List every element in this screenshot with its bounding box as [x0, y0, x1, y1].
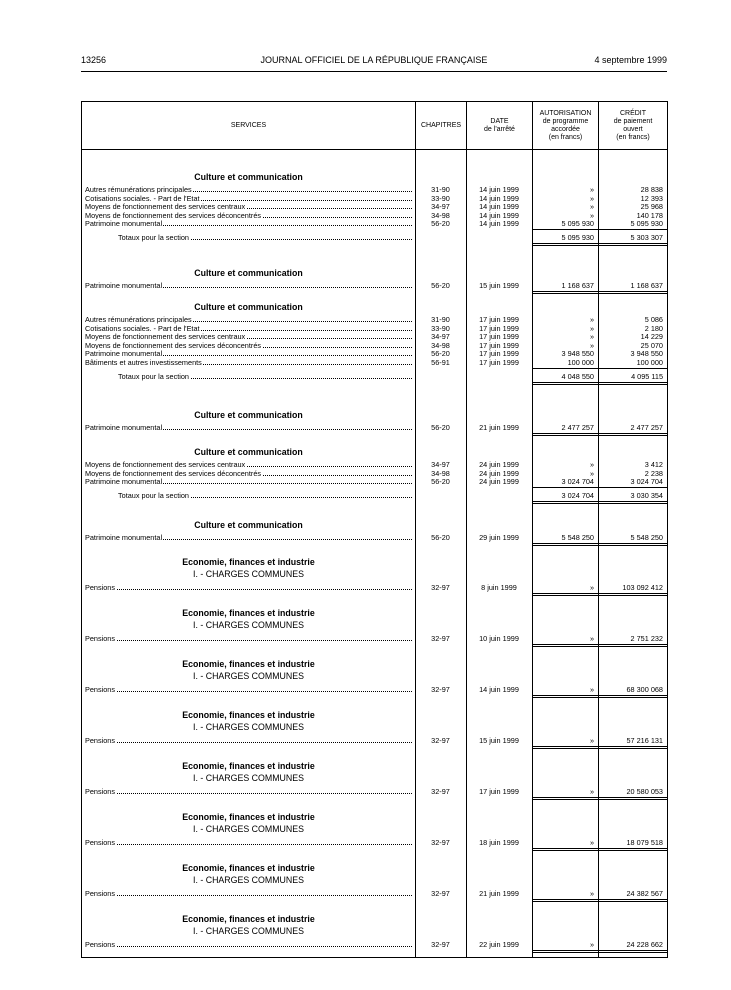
row-service-label: Pensions: [85, 634, 116, 643]
row-autorisation-value: »: [589, 940, 594, 949]
row-autorisation-value: »: [589, 460, 594, 469]
row-credit: 140 178: [636, 210, 663, 220]
row-date: 29 juin 1999: [479, 533, 519, 542]
row-autorisation-value: 3 024 704: [561, 477, 594, 487]
total-autorisation: [532, 233, 597, 242]
row-service-label: Pensions: [85, 838, 116, 847]
section-title: Culture et communication: [194, 520, 303, 530]
row-credit: 100 000: [636, 358, 663, 367]
row-date: 24 juin 1999: [479, 460, 519, 469]
row-autorisation: [532, 940, 597, 949]
row-service-label: Pensions: [85, 889, 116, 898]
header-rule: [81, 71, 667, 72]
row-autorisation-value: »: [589, 889, 594, 898]
row-service-label: Cotisations sociales. - Part de l'Etat: [85, 193, 200, 203]
row-date: 17 juin 1999: [479, 323, 519, 333]
page-number: 13256: [81, 55, 107, 65]
row-autorisation-value: 3 948 550: [561, 349, 594, 359]
row-credit: 5 548 250: [630, 533, 663, 542]
row-autorisation: [532, 787, 597, 796]
row-date: 14 juin 1999: [479, 185, 519, 194]
header-chapitres: CHAPITRES: [420, 121, 462, 129]
row-service-label: Autres rémunérations principales: [85, 185, 192, 194]
row-date: 8 juin 1999: [481, 583, 517, 592]
row-autorisation: [532, 838, 597, 847]
column-divider: [532, 102, 533, 957]
section-title: Culture et communication: [194, 447, 303, 457]
row-service: [85, 736, 415, 745]
column-divider: [415, 102, 416, 957]
row-autorisation-value: »: [589, 685, 594, 694]
section-title: Economie, finances et industrie: [182, 761, 315, 771]
row-autorisation-value: »: [589, 210, 594, 220]
row-autorisation-value: »: [589, 340, 594, 350]
amount-rule: [532, 433, 667, 436]
row-service: [85, 838, 415, 847]
row-credit: 1 168 637: [630, 281, 663, 290]
total-row: [82, 372, 667, 381]
row-autorisation-value: 100 000: [567, 358, 594, 367]
row-date: 14 juin 1999: [479, 193, 519, 203]
row-credit: 68 300 068: [626, 685, 663, 694]
issue-date: 4 septembre 1999: [594, 55, 667, 65]
amount-rule: [532, 593, 667, 596]
row-autorisation: [532, 281, 597, 290]
table-row: [82, 477, 667, 486]
amount-rule: [532, 899, 667, 902]
row-service-label: Pensions: [85, 940, 116, 949]
row-service: [85, 533, 415, 542]
row-credit: 2 238: [644, 468, 663, 478]
row-autorisation: [532, 477, 597, 486]
total-label: [118, 372, 414, 381]
table-row: [82, 533, 667, 542]
row-autorisation-value: 5 095 930: [561, 219, 594, 229]
row-date: 17 juin 1999: [479, 332, 519, 342]
row-date: 14 juin 1999: [479, 210, 519, 220]
row-date: 15 juin 1999: [479, 281, 519, 290]
amount-rule: [532, 848, 667, 851]
row-credit: 2 180: [644, 323, 663, 333]
table-row: [82, 219, 667, 228]
total-autorisation-value: 3 024 704: [561, 490, 594, 500]
row-chapitre: 56-20: [431, 533, 450, 542]
section-title: Economie, finances et industrie: [182, 863, 315, 873]
table-header: [82, 102, 667, 150]
row-service-label: Pensions: [85, 583, 116, 592]
amount-rule: [532, 229, 667, 230]
row-chapitre: 56-91: [431, 358, 450, 367]
section-title: Economie, finances et industrie: [182, 557, 315, 567]
amount-rule: [532, 382, 667, 385]
row-chapitre: 34-98: [431, 468, 450, 478]
row-autorisation: [532, 889, 597, 898]
row-chapitre: 56-20: [431, 219, 450, 229]
row-credit: 14 229: [640, 332, 663, 342]
row-chapitre: 56-20: [431, 477, 450, 487]
section-subtitle: I. - CHARGES COMMUNES: [193, 671, 304, 681]
row-service-label: Bâtiments et autres investissements: [85, 358, 202, 367]
row-autorisation: [532, 533, 597, 542]
table-row: [82, 281, 667, 290]
table-row: [82, 838, 667, 847]
row-chapitre: 32-97: [431, 736, 450, 745]
total-autorisation-value: 4 048 550: [561, 371, 594, 381]
row-credit: 2 477 257: [630, 423, 663, 432]
row-chapitre: 31-90: [431, 185, 450, 194]
row-service-label: Patrimoine monumental: [85, 219, 163, 229]
amount-rule: [532, 797, 667, 800]
row-autorisation-value: »: [589, 332, 594, 342]
row-chapitre: 31-90: [431, 315, 450, 324]
column-divider: [466, 102, 467, 957]
row-date: 14 juin 1999: [479, 202, 519, 212]
row-service-label: Patrimoine monumental: [85, 533, 163, 542]
section-title: Economie, finances et industrie: [182, 914, 315, 924]
row-chapitre: 32-97: [431, 787, 450, 796]
section-title: Economie, finances et industrie: [182, 812, 315, 822]
row-service-label: Moyens de fonctionnement des services centraux: [85, 202, 246, 212]
row-autorisation-value: »: [589, 202, 594, 212]
row-credit: 103 092 412: [622, 583, 663, 592]
total-credit: 3 030 354: [630, 490, 663, 500]
row-service-label: Patrimoine monumental: [85, 477, 163, 487]
amount-rule: [532, 746, 667, 749]
row-service-label: Moyens de fonctionnement des services déconcentrés: [85, 468, 262, 478]
row-date: 17 juin 1999: [479, 340, 519, 350]
row-autorisation: [532, 219, 597, 228]
section-title: Culture et communication: [194, 410, 303, 420]
table-row: [82, 583, 667, 592]
table-row: [82, 358, 667, 367]
row-chapitre: 34-97: [431, 332, 450, 342]
row-service-label: Patrimoine monumental: [85, 281, 163, 290]
row-chapitre: 34-97: [431, 202, 450, 212]
amount-rule: [532, 368, 667, 369]
section-title: Economie, finances et industrie: [182, 710, 315, 720]
row-service-label: Patrimoine monumental: [85, 349, 163, 359]
section-subtitle: I. - CHARGES COMMUNES: [193, 926, 304, 936]
table-row: [82, 787, 667, 796]
section-subtitle: I. - CHARGES COMMUNES: [193, 722, 304, 732]
row-service: [85, 358, 415, 367]
section-title: Culture et communication: [194, 302, 303, 312]
total-autorisation: [532, 491, 597, 500]
row-credit: 20 580 053: [626, 787, 663, 796]
amount-rule: [532, 950, 667, 953]
section-subtitle: I. - CHARGES COMMUNES: [193, 824, 304, 834]
row-service: [85, 281, 415, 290]
row-service: [85, 889, 415, 898]
row-date: 22 juin 1999: [479, 940, 519, 949]
row-service-label: Patrimoine monumental: [85, 423, 163, 432]
row-credit: 57 216 131: [626, 736, 663, 745]
total-label-text: Totaux pour la section: [118, 371, 189, 381]
row-service-label: Pensions: [85, 736, 116, 745]
section-subtitle: I. - CHARGES COMMUNES: [193, 620, 304, 630]
journal-title: JOURNAL OFFICIEL DE LA RÉPUBLIQUE FRANÇAISE: [260, 55, 488, 65]
row-chapitre: 34-98: [431, 340, 450, 350]
page-header: [81, 55, 667, 69]
total-autorisation-value: 5 095 930: [561, 233, 594, 242]
row-service: [85, 634, 415, 643]
row-date: 21 juin 1999: [479, 889, 519, 898]
table-row: [82, 940, 667, 949]
amount-rule: [532, 291, 667, 294]
row-date: 18 juin 1999: [479, 838, 519, 847]
row-autorisation: [532, 634, 597, 643]
row-service: [85, 423, 415, 432]
amount-rule: [532, 644, 667, 647]
row-chapitre: 33-90: [431, 193, 450, 203]
row-autorisation-value: 1 168 637: [561, 281, 594, 290]
row-autorisation: [532, 423, 597, 432]
row-credit: 5 095 930: [630, 219, 663, 229]
total-label-text: Totaux pour la section: [118, 233, 189, 242]
row-autorisation-value: »: [589, 736, 594, 745]
row-date: 14 juin 1999: [479, 219, 519, 229]
row-autorisation-value: »: [589, 315, 594, 324]
row-chapitre: 32-97: [431, 838, 450, 847]
row-credit: 18 079 518: [626, 838, 663, 847]
row-credit: 25 968: [640, 202, 663, 212]
row-date: 17 juin 1999: [479, 358, 519, 367]
row-service: [85, 219, 415, 228]
row-service-label: Pensions: [85, 685, 116, 694]
total-label-text: Totaux pour la section: [118, 490, 189, 500]
row-chapitre: 56-20: [431, 349, 450, 359]
header-date: DATE de l'arrêté: [484, 117, 515, 133]
row-service: [85, 477, 415, 486]
row-credit: 3 948 550: [630, 349, 663, 359]
table-row: [82, 634, 667, 643]
row-autorisation-value: »: [589, 787, 594, 796]
amount-rule: [532, 543, 667, 546]
section-title: Economie, finances et industrie: [182, 659, 315, 669]
row-date: 17 juin 1999: [479, 315, 519, 324]
row-credit: 5 086: [644, 315, 663, 324]
row-autorisation-value: »: [589, 583, 594, 592]
row-chapitre: 32-97: [431, 940, 450, 949]
row-chapitre: 56-20: [431, 423, 450, 432]
row-autorisation-value: »: [589, 193, 594, 203]
row-service-label: Moyens de fonctionnement des services déconcentrés: [85, 340, 262, 350]
table-row: [82, 685, 667, 694]
row-credit: 3 024 704: [630, 477, 663, 487]
row-autorisation: [532, 685, 597, 694]
total-label: [118, 233, 414, 242]
row-autorisation-value: »: [589, 634, 594, 643]
row-service-label: Autres rémunérations principales: [85, 315, 192, 324]
row-service-label: Pensions: [85, 787, 116, 796]
amount-rule: [532, 501, 667, 504]
total-row: [82, 491, 667, 500]
row-credit: 24 228 662: [626, 940, 663, 949]
total-row: [82, 233, 667, 242]
section-title: Culture et communication: [194, 172, 303, 182]
total-credit: 4 095 115: [631, 371, 663, 381]
header-credit: CRÉDIT de paiement ouvert (en francs): [613, 109, 653, 141]
row-credit: 3 412: [644, 460, 663, 469]
row-date: 15 juin 1999: [479, 736, 519, 745]
row-chapitre: 32-97: [431, 634, 450, 643]
row-credit: 24 382 567: [626, 889, 663, 898]
row-service-label: Moyens de fonctionnement des services déconcentrés: [85, 210, 262, 220]
row-date: 24 juin 1999: [479, 477, 519, 487]
credits-table: [81, 101, 668, 958]
row-date: 17 juin 1999: [479, 787, 519, 796]
row-chapitre: 33-90: [431, 323, 450, 333]
row-credit: 12 393: [640, 193, 663, 203]
row-autorisation-value: 2 477 257: [561, 423, 594, 432]
row-chapitre: 34-97: [431, 460, 450, 469]
row-chapitre: 32-97: [431, 583, 450, 592]
row-date: 17 juin 1999: [479, 349, 519, 359]
row-chapitre: 34-98: [431, 210, 450, 220]
header-services: SERVICES: [230, 121, 267, 129]
row-service: [85, 583, 415, 592]
section-subtitle: I. - CHARGES COMMUNES: [193, 875, 304, 885]
amount-rule: [532, 487, 667, 488]
table-row: [82, 889, 667, 898]
section-subtitle: I. - CHARGES COMMUNES: [193, 569, 304, 579]
amount-rule: [532, 243, 667, 246]
header-autorisation: AUTORISATION de programme accordée (en francs): [539, 109, 592, 141]
row-service-label: Moyens de fonctionnement des services centraux: [85, 332, 246, 342]
row-chapitre: 32-97: [431, 685, 450, 694]
table-row: [82, 736, 667, 745]
column-divider: [598, 102, 599, 957]
row-autorisation-value: »: [589, 468, 594, 478]
section-title: Culture et communication: [194, 268, 303, 278]
total-credit: 5 303 307: [630, 233, 663, 242]
row-credit: 25 070: [640, 340, 663, 350]
section-subtitle: I. - CHARGES COMMUNES: [193, 773, 304, 783]
total-label: [118, 491, 414, 500]
table-row: [82, 423, 667, 432]
row-date: 24 juin 1999: [479, 468, 519, 478]
row-autorisation: [532, 736, 597, 745]
row-date: 10 juin 1999: [479, 634, 519, 643]
row-autorisation: [532, 358, 597, 367]
row-date: 14 juin 1999: [479, 685, 519, 694]
row-service-label: Moyens de fonctionnement des services centraux: [85, 460, 246, 469]
row-autorisation-value: »: [589, 185, 594, 194]
row-autorisation-value: »: [589, 838, 594, 847]
section-title: Economie, finances et industrie: [182, 608, 315, 618]
row-service: [85, 940, 415, 949]
row-chapitre: 56-20: [431, 281, 450, 290]
row-date: 21 juin 1999: [479, 423, 519, 432]
row-autorisation-value: »: [589, 323, 594, 333]
row-service-label: Cotisations sociales. - Part de l'Etat: [85, 323, 200, 333]
row-credit: 2 751 232: [630, 634, 663, 643]
amount-rule: [532, 695, 667, 698]
row-service: [85, 787, 415, 796]
row-chapitre: 32-97: [431, 889, 450, 898]
row-service: [85, 685, 415, 694]
row-credit: 28 838: [640, 185, 663, 194]
row-autorisation-value: 5 548 250: [561, 533, 594, 542]
total-autorisation: [532, 372, 597, 381]
row-autorisation: [532, 583, 597, 592]
